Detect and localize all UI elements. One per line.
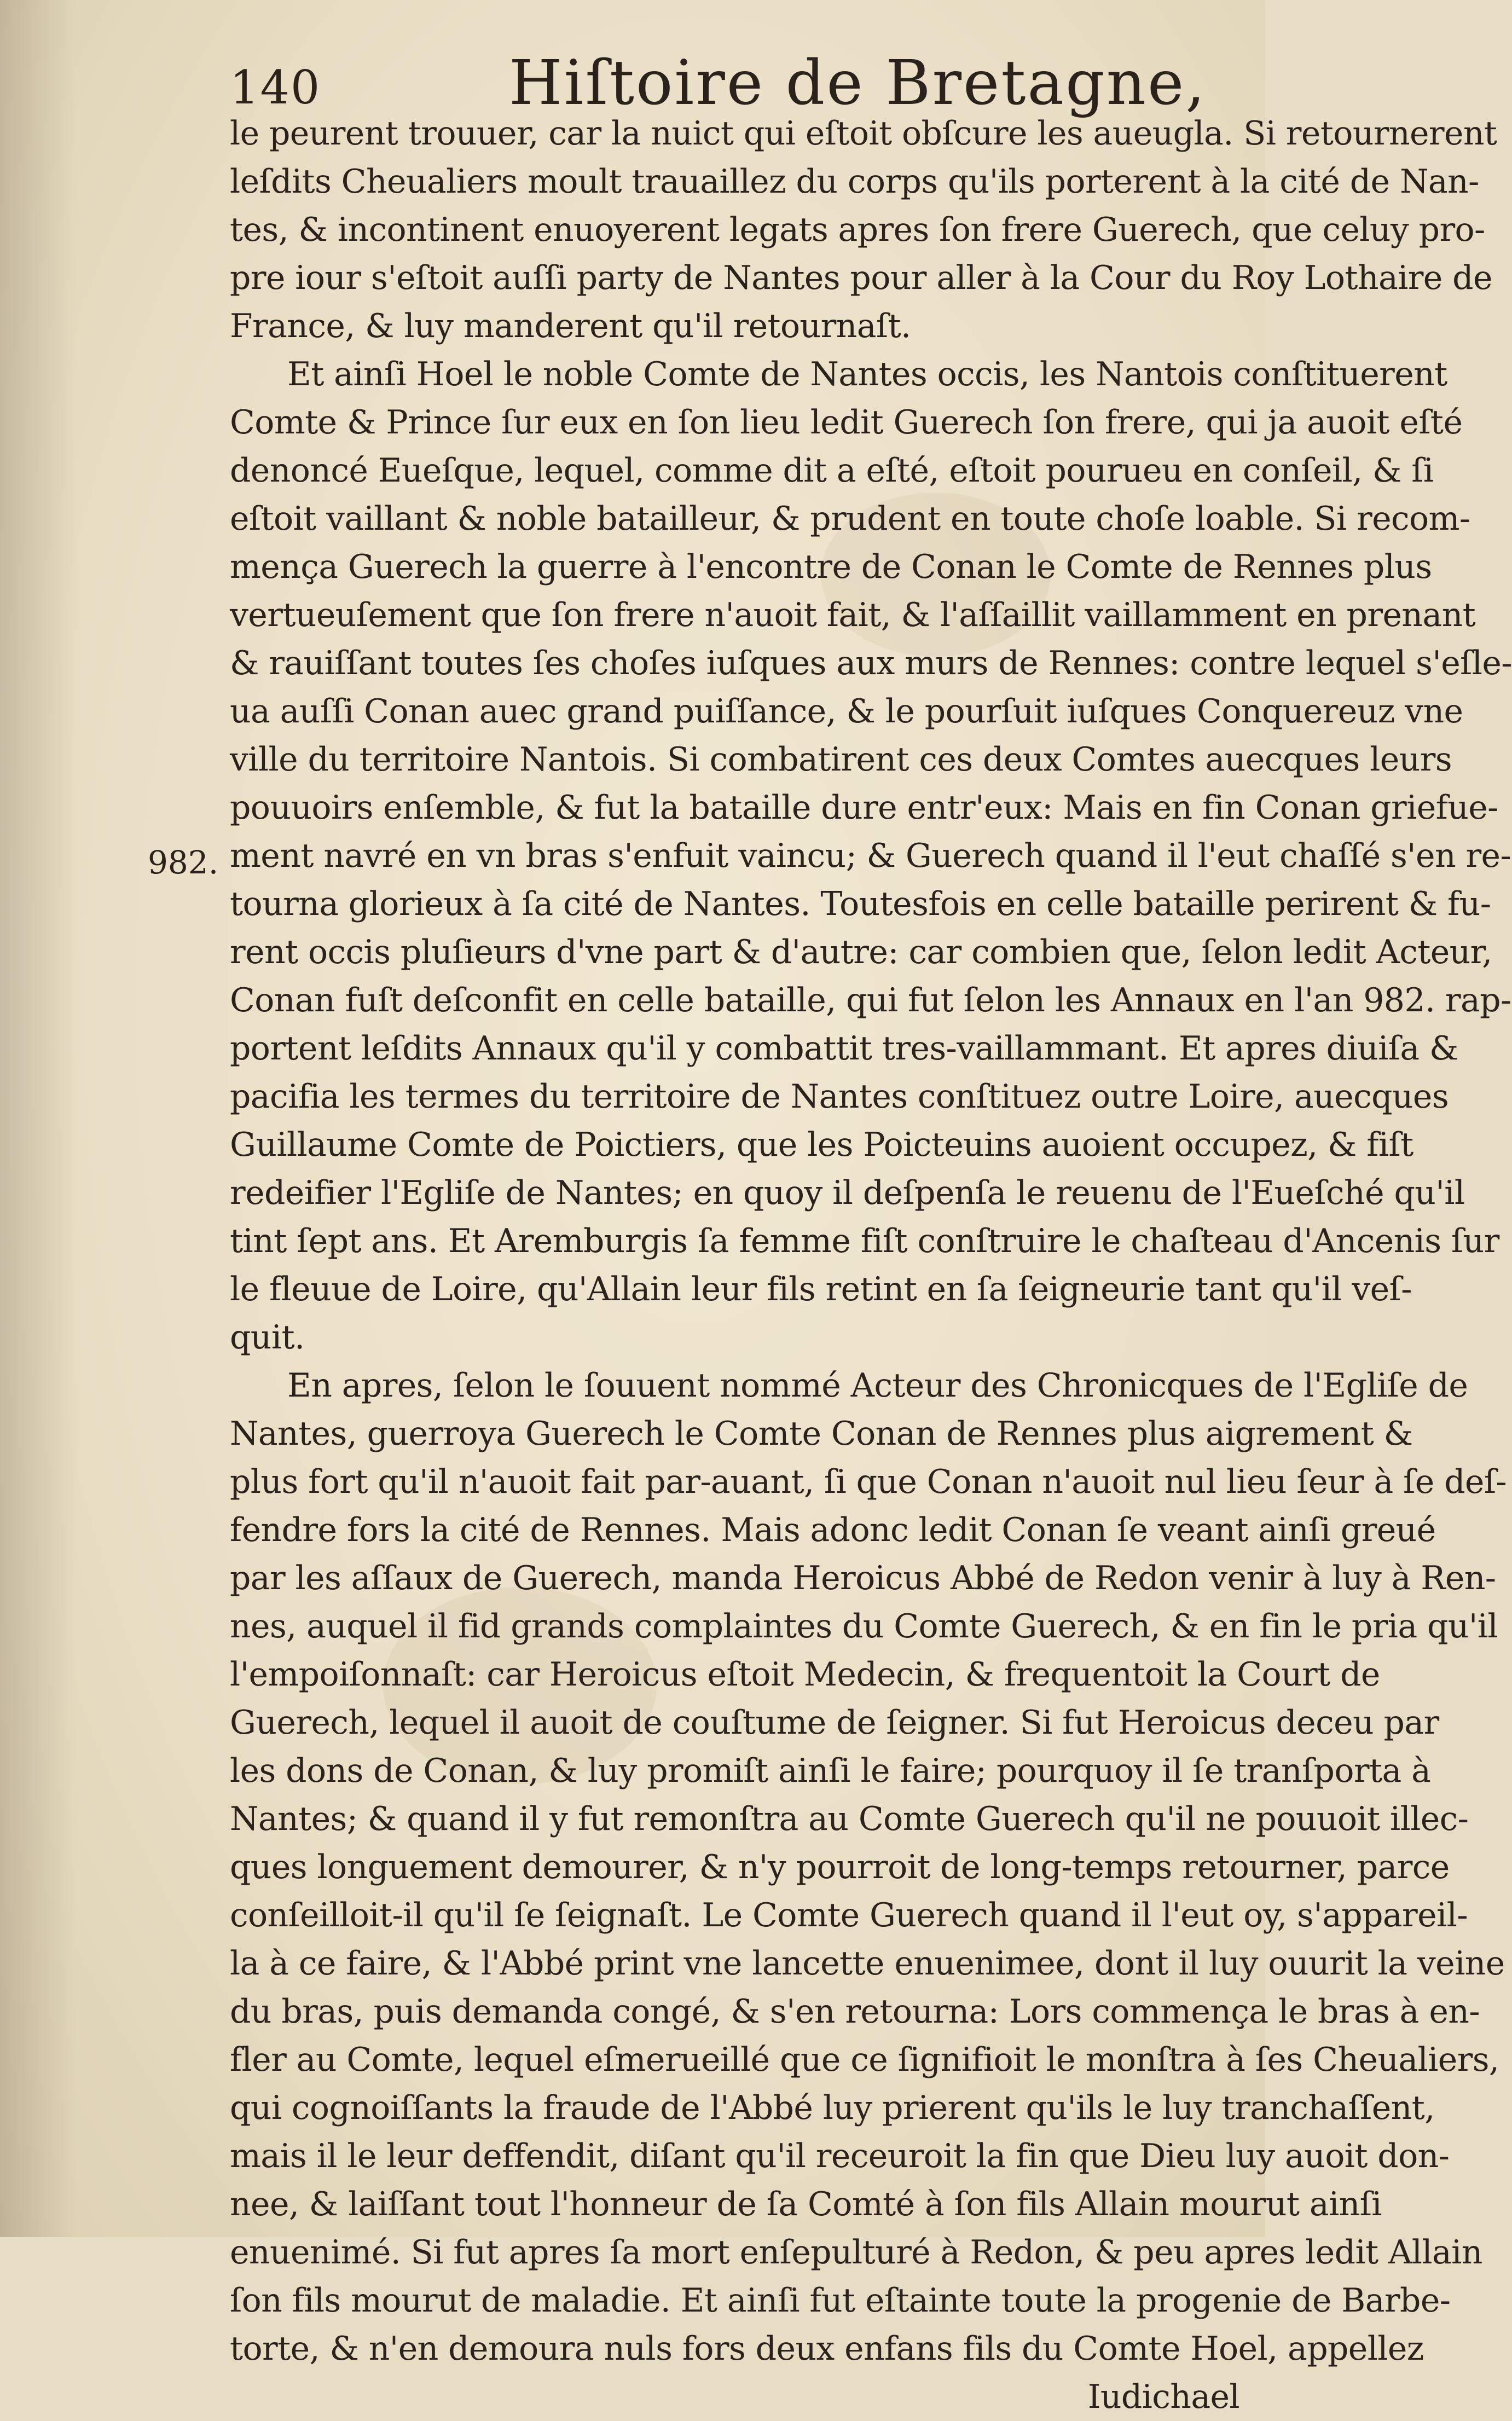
margin-note-year: 982. [148,844,219,881]
running-title: Hiſtoire de Bretagne, [509,48,1207,119]
text-line: ua auſſi Conan auec grand puiſſance, & le pourſuit iuſques Conquereuz vne [230,692,1463,731]
text-line: fendre fors la cité de Rennes. Mais adonc ledit Conan ſe veant ainſi greué [230,1511,1436,1549]
text-line: mença Guerech la guerre à l'encontre de Conan le Comte de Rennes plus [230,548,1432,586]
text-line: du bras, puis demanda congé, & s'en retourna: Lors commença le bras à en- [230,1993,1480,2031]
text-line: ville du territoire Nantois. Si combatirent ces deux Comtes auecques leurs [230,740,1452,779]
text-line: portent leſdits Annaux qu'il y combattit tres-vaillammant. Et apres diuiſa & [230,1029,1458,1068]
text-line: ment navré en vn bras s'enfuit vaincu; & Guerech quand il l'eut chaſſé s'en re- [230,837,1511,875]
text-line: rent occis pluſieurs d'vne part & d'autre: car combien que, ſelon ledit Acteur, [230,933,1492,971]
text-line: denoncé Eueſque, lequel, comme dit a eſté, eſtoit pourueu en conſeil, & ſi [230,451,1434,490]
paragraph-2 [230,350,1512,1362]
text-line: mais il le leur deffendit, diſant qu'il receuroit la fin que Dieu luy auoit don- [230,2137,1450,2175]
paragraph-3 [230,1362,1507,2421]
text-line: fler au Comte, lequel eſmerueillé que ce ſignifioit le monſtra à ſes Cheualiers, [230,2041,1499,2079]
text-line: tes, & incontinent enuoyerent legats apres ſon frere Guerech, que celuy pro- [230,211,1485,249]
page-header [230,38,1226,120]
text-line: Et ainſi Hoel le noble Comte de Nantes occis, les Nantois conſtituerent [287,355,1447,393]
text-line: le peurent trouuer, car la nuict qui eſtoit obſcure les aueugla. Si retournerent [230,114,1497,153]
text-line: & rauiſſant toutes ſes choſes iuſques aux murs de Rennes: contre lequel s'eſle- [230,644,1512,682]
text-line: redeifier l'Egliſe de Nantes; en quoy il deſpenſa le reuenu de l'Eueſché qu'il [230,1174,1465,1212]
paragraph-1 [230,109,1497,350]
text-line: Guerech, lequel il auoit de couſtume de ſeigner. Si fut Heroicus deceu par [230,1704,1439,1742]
text-line: Nantes; & quand il y fut remonſtra au Comte Guerech qu'il ne pouuoit illec- [230,1800,1469,1838]
text-line: tourna glorieux à ſa cité de Nantes. Toutesfois en celle bataille perirent & fu- [230,885,1491,923]
text-line: pacifia les termes du territoire de Nantes conſtituez outre Loire, auecques [230,1078,1449,1116]
text-line: l'empoiſonnaſt: car Heroicus eſtoit Medecin, & frequentoit la Court de [230,1655,1380,1694]
text-line: tint ſept ans. Et Aremburgis ſa femme fiſt conſtruire le chaſteau d'Ancenis ſur [230,1222,1499,1260]
text-line: leſdits Cheualiers moult trauaillez du corps qu'ils porterent à la cité de Nan- [230,163,1479,201]
text-line: qui cognoiſſants la fraude de l'Abbé luy prierent qu'ils le luy tranchaſſent, [230,2089,1435,2127]
text-line: le fleuue de Loire, qu'Allain leur fils retint en ſa ſeigneurie tant qu'il veſ- [230,1270,1412,1308]
text-line: En apres, ſelon le ſouuent nommé Acteur des Chronicques de l'Egliſe de [287,1366,1468,1405]
text-line: vertueuſement que ſon frere n'auoit fait, & l'aſſaillit vaillamment en prenant [230,596,1476,634]
text-line: ques longuement demourer, & n'y pourroit de long-temps retourner, parce [230,1848,1450,1886]
text-line: la à ce faire, & l'Abbé print vne lancette enuenimee, dont il luy ouurit la veine [230,1944,1505,1983]
text-line: plus fort qu'il n'auoit fait par-auant, ſi que Conan n'auoit nul lieu ſeur à ſe deſ- [230,1463,1507,1501]
text-line: les dons de Conan, & luy promiſt ainſi le faire; pourquoy il ſe tranſporta à [230,1752,1431,1790]
catchword: Iudichael [1087,2378,1239,2416]
text-line: par les aſſaux de Guerech, manda Heroicus Abbé de Redon venir à luy à Ren- [230,1559,1496,1597]
text-line: torte, & n'en demoura nuls fors deux enfans fils du Comte Hoel, appellez [230,2330,1424,2368]
page-number: 140 [230,61,321,114]
text-line: Conan fuſt deſconfit en celle bataille, qui fut ſelon les Annaux en l'an 982. rap- [230,981,1511,1020]
text-line: Guillaume Comte de Poictiers, que les Poicteuins auoient occupez, & fiſt [230,1126,1413,1164]
text-line: pouuoirs enſemble, & fut la bataille dure entr'eux: Mais en fin Conan griefue- [230,789,1498,827]
text-line: France, & luy manderent qu'il retournaſt. [230,307,911,345]
text-line: enuenimé. Si fut apres ſa mort enſepulturé à Redon, & peu apres ledit Allain [230,2233,1482,2272]
gutter-shadow [0,0,77,2237]
text-line: Comte & Prince ſur eux en ſon lieu ledit Guerech ſon frere, qui ja auoit eſté [230,403,1463,442]
text-line: nee, & laiſſant tout l'honneur de ſa Comté à ſon fils Allain mourut ainſi [230,2185,1382,2223]
text-line: Nantes, guerroya Guerech le Comte Conan de Rennes plus aigrement & [230,1415,1413,1453]
text-line: ſon fils mourut de maladie. Et ainſi fut eſtainte toute la progenie de Barbe- [230,2281,1451,2320]
text-line: quit. [230,1318,305,1357]
text-line: eſtoit vaillant & noble batailleur, & prudent en toute choſe loable. Si recom- [230,500,1470,538]
body-text [230,109,1512,2421]
text-line: nes, auquel il fid grands complaintes du Comte Guerech, & en fin le pria qu'il [230,1607,1498,1646]
text-line: pre iour s'eſtoit auſſi party de Nantes pour aller à la Cour du Roy Lothaire de [230,259,1492,297]
text-line: conſeilloit-il qu'il ſe ſeignaſt. Le Comte Guerech quand il l'eut oy, s'appareil- [230,1896,1468,1935]
